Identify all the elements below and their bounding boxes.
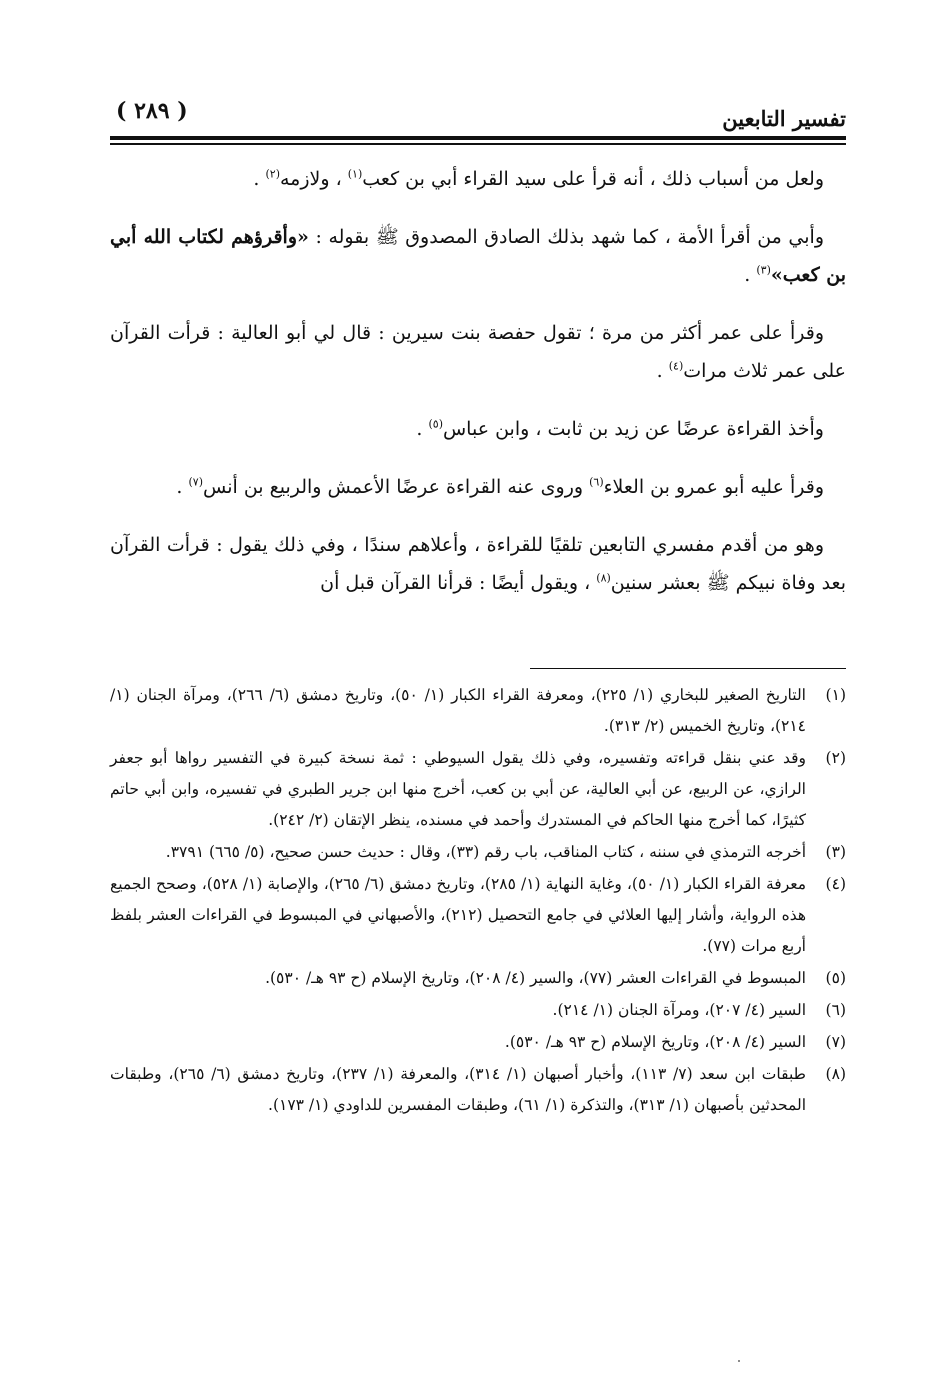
text-span: وقرأ عليه أبو عمرو بن العلاء [603, 476, 824, 498]
footnote-number: (٤) [825, 875, 846, 893]
footnote-5 [110, 963, 846, 994]
text-span: وأخذ القراءة عرضًا عن زيد بن ثابت ، وابن عباس [442, 418, 824, 440]
text-span: ، ويقول أيضًا : قرأنا القرآن قبل أن [320, 572, 597, 594]
footnote-number: (٣) [825, 843, 846, 861]
text-span: . [253, 168, 266, 190]
footnote-text: معرفة القراء الكبار (١/ ٥٠)، وغاية النهاية (١/ ٢٨٥)، وتاريخ دمشق (٦/ ٢٦٥)، والإصابة (١/ ٥٢٨)، وصحح الجميع هذه الرواية، وأشار إليها العلائي في جامع التحصيل (٢١٢)، والأصبهاني في المبسوط في القراءات العشر بلفظ أربع مرات (٧٧). [110, 875, 807, 955]
paragraph-6 [110, 526, 846, 602]
text-span: وأبي من أقرأ الأمة ، كما شهد بذلك الصادق المصدوق ﷺ بقوله : [308, 226, 825, 248]
footnote-text: وقد عني بنقل قراءته وتفسيره، وفي ذلك يقول السيوطي : ثمة نسخة كبيرة في التفسير رواها أبو جعفر الرازي، عن الربيع، عن أبي العالية، عن أبي بن كعب، أخرج منها ابن جرير الطبري في تفسيره، وابن أبي حاتم كثيرًا، كما أخرج منها الحاكم في المستدرك وأحمد في مسنده، ينظر الإتقان (٢/ ٢٤٢). [110, 749, 806, 829]
footnote-4 [110, 869, 846, 962]
footnote-text: أخرجه الترمذي في سننه ، كتاب المناقب، باب رقم (٣٣)، وقال : حديث حسن صحيح، (٥/ ٦٦٥) ٣٧٩١. [165, 843, 806, 861]
scan-speck [738, 1360, 740, 1362]
footnote-ref-3: (٣) [756, 263, 771, 277]
footnote-ref-6: (٦) [589, 475, 604, 489]
footnote-ref-4: (٤) [668, 359, 684, 373]
paragraph-3 [110, 314, 846, 390]
text-span: . [416, 418, 429, 440]
footnote-2 [110, 743, 846, 836]
footnote-number: (٥) [825, 969, 846, 987]
text-span: ولعل من أسباب ذلك ، أنه قرأ على سيد القراء أبي بن كعب [362, 168, 824, 190]
paragraph-4 [110, 410, 846, 448]
footnote-text: السير (٤/ ٢٠٨)، وتاريخ الإسلام (ح ٩٣ هـ/ ٥٣٠). [504, 1033, 806, 1051]
text-span: . [656, 360, 669, 382]
hadith-quote: «وأقرؤهم لكتاب الله أبي بن كعب» [110, 226, 846, 286]
footnotes [110, 680, 846, 1122]
footnote-1 [110, 680, 846, 742]
footnote-3 [110, 837, 846, 868]
footnote-number: (٦) [825, 1001, 846, 1019]
footnote-separator [530, 668, 846, 669]
text-span: وهو من أقدم مفسري التابعين تلقيًا للقراءة ، وأعلاهم سندًا ، وفي ذلك يقول : قرأت القرآن بعد وفاة نبيكم ﷺ بعشر سنين [110, 534, 846, 594]
main-text [110, 160, 846, 622]
paragraph-5 [110, 468, 846, 506]
text-span: وقرأ على عمر أكثر من مرة ؛ تقول حفصة بنت سيرين : قال لي أبو العالية : قرأت القرآن على عمر ثلاث مرات [110, 322, 846, 382]
header-rule-thick [110, 136, 846, 140]
running-title: تفسير التابعين [722, 106, 846, 131]
paragraph-2 [110, 218, 846, 294]
footnote-number: (١) [825, 686, 846, 704]
header-rule-thin [110, 143, 846, 145]
footnote-ref-8: (٨) [596, 571, 611, 585]
paragraph-1 [110, 160, 846, 198]
text-span: وروى عنه القراءة عرضًا الأعمش والربيع بن أنس [202, 476, 590, 498]
footnote-text: المبسوط في القراءات العشر (٧٧)، والسير (٤/ ٢٠٨)، وتاريخ الإسلام (ح ٩٣ هـ/ ٥٣٠). [265, 969, 806, 987]
footnote-ref-2: (٢) [265, 167, 280, 181]
footnote-ref-1: (١) [347, 167, 363, 181]
footnote-text: طبقات ابن سعد (٧/ ١١٣)، وأخبار أصبهان (١/ ٣١٤)، والمعرفة (١/ ٢٣٧)، وتاريخ دمشق (٦/ ٢٦٥)، وطبقات المحدثين بأصبهان (١/ ٣١٣)، والتذكرة (١/ ٦١)، وطبقات المفسرين للداودي (١/ ١٧٣). [110, 1065, 806, 1114]
footnote-7 [110, 1027, 846, 1058]
footnote-8 [110, 1059, 846, 1121]
footnote-number: (٧) [825, 1033, 846, 1051]
page-header [110, 92, 846, 132]
page-number: ( ٢٨٩ ) [116, 98, 188, 124]
text-span: . [744, 264, 757, 286]
footnote-number: (٢) [825, 749, 846, 767]
footnote-ref-5: (٥) [428, 417, 443, 431]
footnote-number: (٨) [825, 1065, 846, 1083]
text-span: . [176, 476, 189, 498]
footnote-ref-7: (٧) [188, 475, 203, 489]
footnote-6 [110, 995, 846, 1026]
footnote-text: التاريخ الصغير للبخاري (١/ ٢٢٥)، ومعرفة القراء الكبار (١/ ٥٠)، وتاريخ دمشق (٦/ ٢٦٦)، ومرآة الجنان (١/ ٢١٤)، وتاريخ الخميس (٢/ ٣١٣). [110, 686, 806, 735]
text-span: ، ولازمه [279, 168, 348, 190]
footnote-text: السير (٤/ ٢٠٧)، ومرآة الجنان (١/ ٢١٤). [552, 1001, 806, 1019]
